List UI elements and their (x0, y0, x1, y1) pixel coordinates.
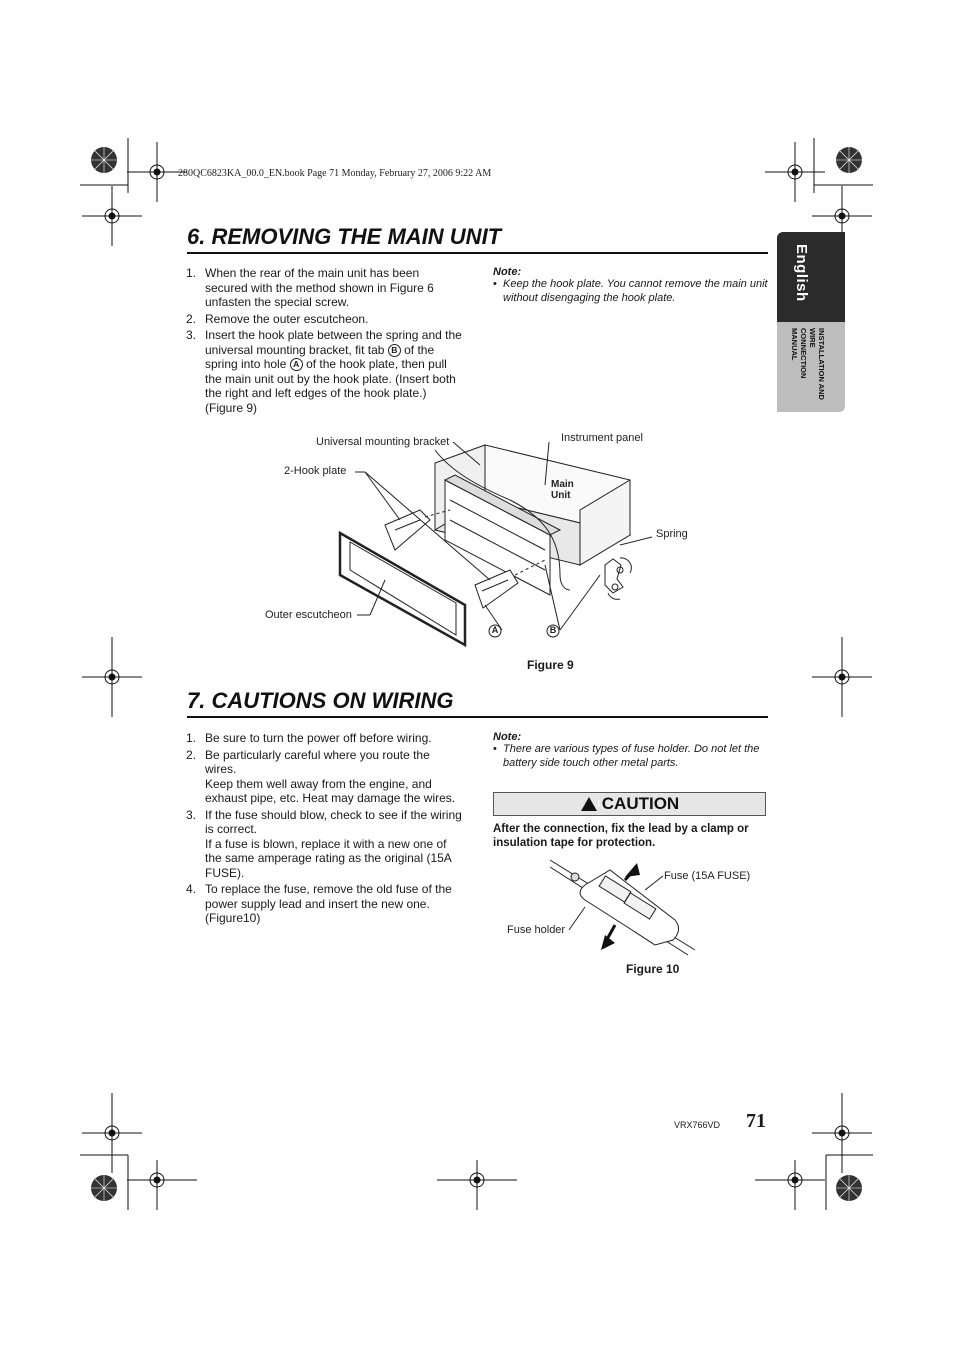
section-7-note (493, 731, 768, 770)
hook-plate-lower (475, 570, 518, 608)
list-item: 1. When the rear of the main unit has been secured with the method shown in Figure 6 unfasten the special screw. (186, 266, 434, 309)
language-side-tab (777, 232, 845, 412)
warning-triangle-icon (580, 796, 601, 812)
note-title: Note: (493, 266, 522, 278)
label-main-unit: Main Unit (551, 479, 574, 501)
label-universal-mounting-bracket: Universal mounting bracket (316, 436, 450, 448)
label-fuse: Fuse (15A FUSE) (664, 870, 751, 882)
book-info-line: 280QC6823KA_00.0_EN.book Page 71 Monday, February 27, 2006 9:22 AM (178, 168, 492, 179)
tab-b-marker: B (388, 344, 401, 357)
side-tab-grey (777, 322, 845, 412)
list-item: 4. To replace the fuse, remove the old fuse of the power supply lead and insert the new one. (Figure10) (186, 882, 452, 925)
list-item: 2. Be particularly careful where you route the wires. Keep them well away from the engine, and exhaust pipe, etc. Heat may damage the wires. (186, 747, 456, 805)
section-7-steps (186, 731, 462, 928)
spring-shape (605, 559, 623, 593)
hole-a-marker: A (290, 358, 303, 371)
hook-plate-upper (385, 510, 430, 550)
warning-triangle-symbol: ! (597, 799, 601, 810)
section-6-steps (186, 266, 462, 417)
label-outer-escutcheon: Outer escutcheon (265, 609, 352, 621)
model-number: VRX766VD (674, 1120, 721, 1130)
list-item: 3. If the fuse should blow, check to see if the wiring is correct. If a fuse is blown, replace it with a new one of the same amperage rating as the original (15A FUSE). (186, 807, 462, 880)
section-6-rule (187, 252, 768, 254)
list-item: 2. Remove the outer escutcheon. (186, 311, 369, 326)
label-marker-a: A (491, 625, 499, 635)
section-7-rule (187, 716, 768, 718)
label-marker-b: B (549, 625, 557, 635)
side-tab-language: English (793, 244, 810, 302)
figure-9-caption: Figure 9 (527, 658, 574, 672)
section-7-title: 7. CAUTIONS ON WIRING (187, 688, 454, 713)
label-spring: Spring (656, 528, 688, 540)
side-tab-manual-title: INSTALLATION AND WIRE CONNECTION MANUAL (790, 328, 826, 400)
list-item: 3. Insert the hook plate between the spring and the universal mounting bracket, fit tab B of the spring into hole A of the hook plate, then pull the main unit out by the hook plate. (Insert both the right and left edges of the hook plate.) (Figure 9) (186, 328, 462, 415)
note-text: • Keep the hook plate. You cannot remove the main unit without disengaging the hook plate. (493, 278, 768, 304)
caution-instruction: After the connection, fix the lead by a clamp or insulation tape for protection. (493, 823, 749, 849)
section-6-note (493, 266, 768, 305)
figure-10-caption: Figure 10 (626, 962, 680, 976)
page-number: 71 (746, 1110, 766, 1132)
side-tab-dark (777, 232, 845, 322)
label-instrument-panel: Instrument panel (561, 432, 643, 444)
note-text: • There are various types of fuse holder. Do not let the battery side touch other metal parts. (493, 743, 760, 769)
caution-label: CAUTION (601, 794, 680, 813)
caution-banner (493, 792, 766, 816)
label-fuse-holder: Fuse holder (507, 924, 566, 936)
list-item: 1. Be sure to turn the power off before wiring. (186, 731, 432, 745)
label-hook-plate: 2-Hook plate (284, 465, 347, 477)
outer-escutcheon-shape (340, 533, 465, 645)
section-6-title: 6. REMOVING THE MAIN UNIT (187, 224, 502, 249)
note-title: Note: (493, 731, 522, 743)
